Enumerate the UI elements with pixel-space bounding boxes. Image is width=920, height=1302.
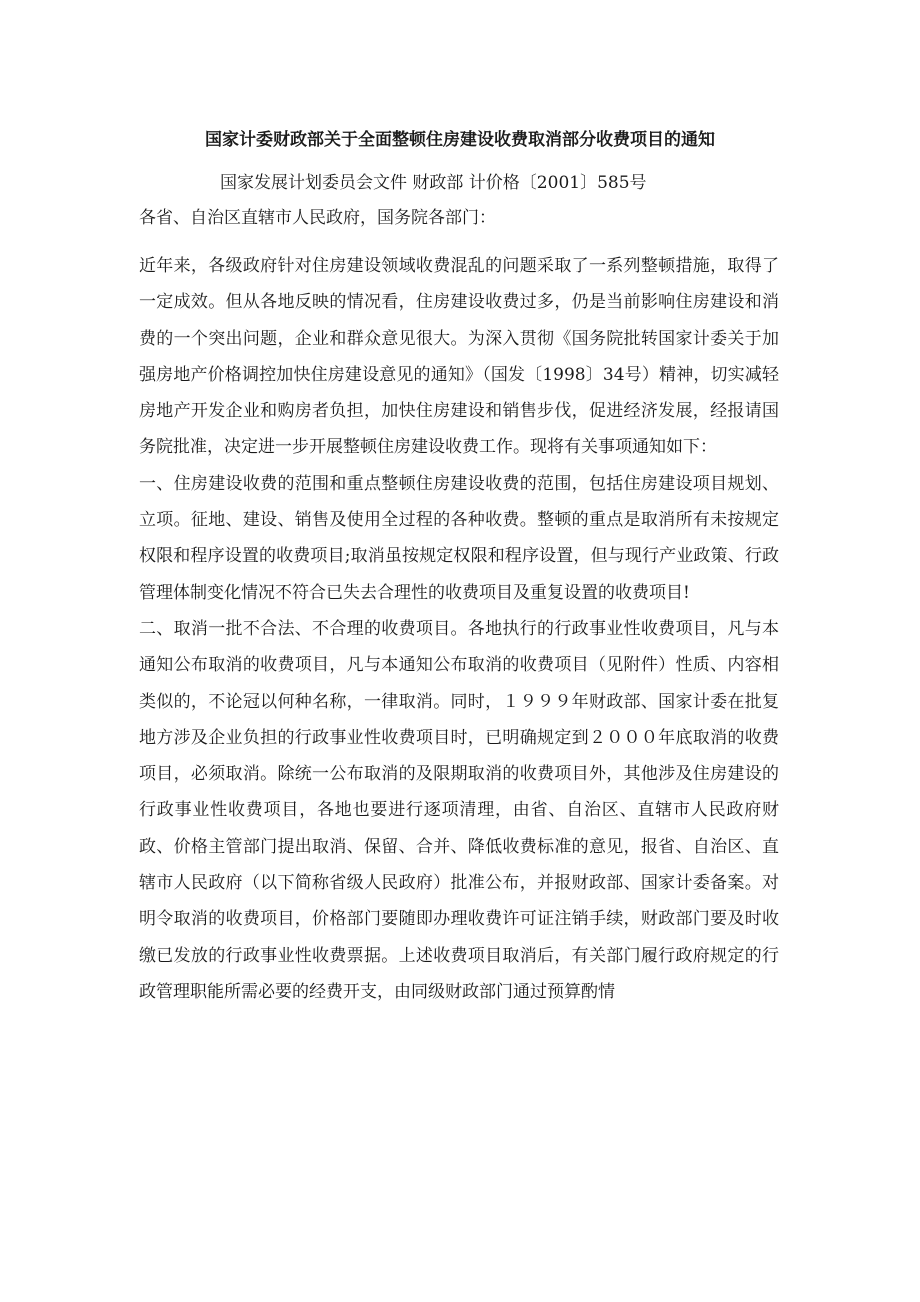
paragraph-section-1: 一、住房建设收费的范围和重点整顿住房建设收费的范围，包括住房建设项目规划、立项。征地、建设、销售及使用全过程的各种收费。整顿的重点是取消所有未按规定权限和程序设置的收费项目;取消虽按规定权限和程序设置，但与现行产业政策、行政管理体制变化情况不符合已失去合理性的收费项目及重复设置的收费项目! — [139, 473, 779, 603]
document-subtitle: 国家发展计划委员会文件 财政部 计价格〔2001〕585号 — [220, 173, 647, 193]
paragraph-intro: 近年来，各级政府针对住房建设领域收费混乱的问题采取了一系列整顿措施，取得了一定成效。但从各地反映的情况看，住房建设收费过多，仍是当前影响住房建设和消费的一个突出问题，企业和群众意见很大。为深入贯彻《国务院批转国家计委关于加强房地产价格调控加快住房建设意见的通知》（国发〔1998〕34号）精神，切实减轻房地产开发企业和购房者负担，加快住房建设和销售步伐，促进经济发展，经报请国务院批准，决定进一步开展整顿住房建设收费工作。现将有关事项通知如下： — [139, 256, 779, 458]
document-body — [139, 248, 779, 1010]
document-title: 国家计委财政部关于全面整顿住房建设收费取消部分收费项目的通知 — [205, 130, 715, 150]
salutation: 各省、自治区直辖市人民政府，国务院各部门： — [139, 208, 496, 228]
paragraph-section-2: 二、取消一批不合法、不合理的收费项目。各地执行的行政事业性收费项目，凡与本通知公布取消的收费项目，凡与本通知公布取消的收费项目（见附件）性质、内容相类似的，不论冠以何种名称，一律取消。同时，１９９９年财政部、国家计委在批复地方涉及企业负担的行政事业性收费项目时，已明确规定到２０００年底取消的收费项目，必须取消。除统一公布取消的及限期取消的收费项目外，其他涉及住房建设的行政事业性收费项目，各地也要进行逐项清理，由省、自治区、直辖市人民政府财政、价格主管部门提出取消、保留、合并、降低收费标准的意见，报省、自治区、直辖市人民政府（以下简称省级人民政府）批准公布，并报财政部、国家计委备案。对明令取消的收费项目，价格部门要随即办理收费许可证注销手续，财政部门要及时收缴已发放的行政事业性收费票据。上述收费项目取消后，有关部门履行政府规定的行政管理职能所需必要的经费开支，由同级财政部门通过预算酌情 — [139, 618, 779, 1002]
